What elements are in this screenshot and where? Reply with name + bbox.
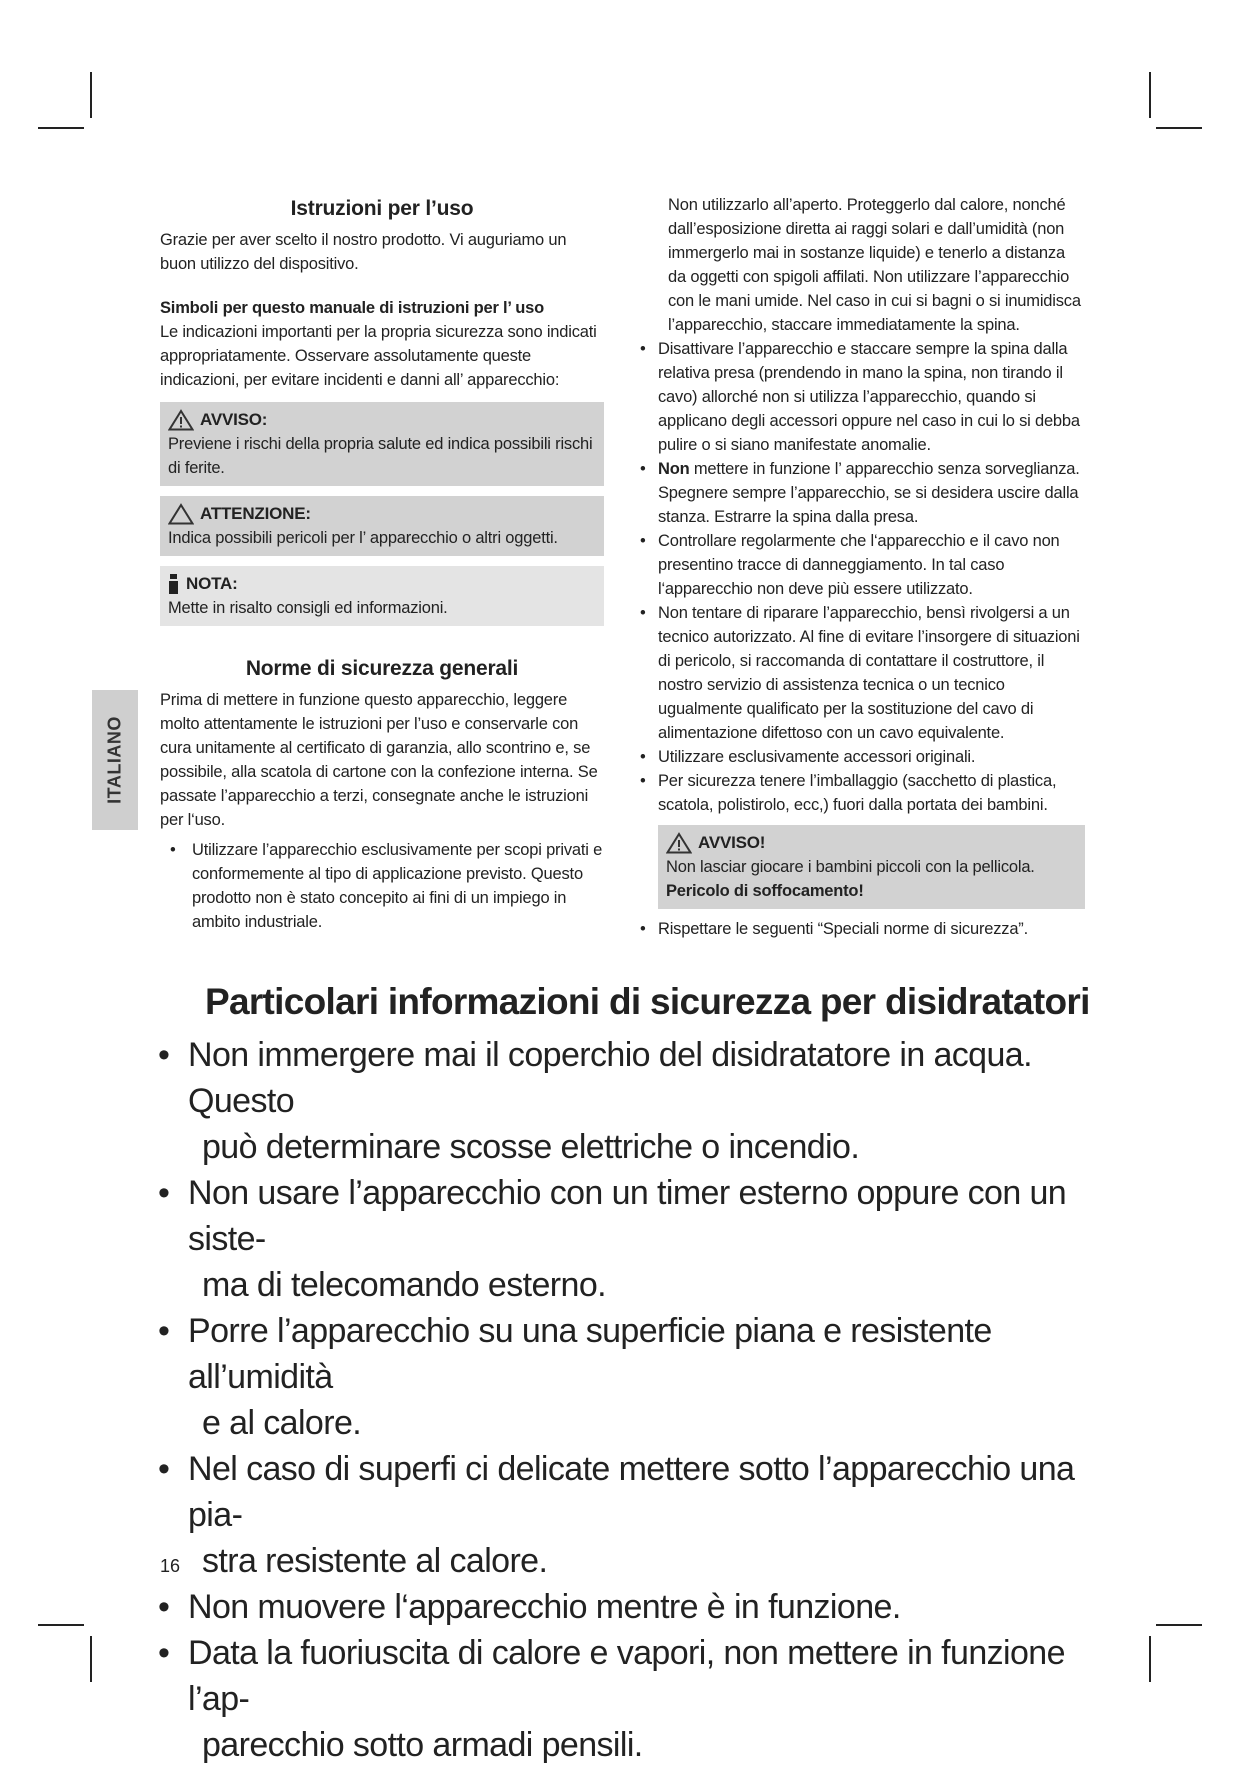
crop-mark <box>90 72 92 118</box>
crop-mark <box>38 1624 84 1626</box>
avviso2-text: Non lasciar giocare i bambini piccoli con la pellicola. <box>666 858 1035 876</box>
special-title: Particolari informazioni di sicurezza per disidratatori <box>205 981 1090 1022</box>
left-column <box>160 196 604 934</box>
special-item-line2: può determinare scosse elettriche o incendio. <box>202 1128 860 1166</box>
language-tab <box>92 690 138 830</box>
avviso-label: AVVISO: <box>200 410 268 429</box>
symbols-text: Le indicazioni importanti per la propria sicurezza sono indicati appropriatamente. Osservare assolutamente queste indicazioni, per evitare incidenti e danni all’ apparecchio: <box>160 323 597 389</box>
crop-mark <box>1156 1624 1202 1626</box>
special-item <box>150 1446 1110 1584</box>
avviso2-bold: Pericolo di soffocamento! <box>666 882 864 900</box>
crop-mark <box>1156 127 1202 129</box>
warning-icon <box>666 832 692 854</box>
nota-label: NOTA: <box>186 574 238 593</box>
crop-mark <box>90 1636 92 1682</box>
crop-mark <box>1149 72 1151 118</box>
crop-mark <box>38 127 84 129</box>
special-item <box>150 1308 1110 1446</box>
special-item <box>150 1170 1110 1308</box>
nota-box <box>160 566 604 626</box>
special-item-line1: Nel caso di superfi ci delicate mettere sotto l’apparecchio una pia- <box>188 1450 1075 1534</box>
safety-title: Norme di sicurezza generali <box>245 657 519 680</box>
list-item: • Per sicurezza tenere l’imballaggio (sacchetto di plastica, scatola, polistirolo, ecc,) fuori dalla portata dei bambini. <box>640 769 1085 817</box>
avviso-text: Previene i rischi della propria salute ed indica possibili rischi di ferite. <box>168 435 593 477</box>
info-icon <box>168 573 180 595</box>
special-item <box>150 1032 1110 1170</box>
intro-text: Grazie per aver scelto il nostro prodotto. Vi auguriamo un buon utilizzo del dispositivo. <box>160 231 567 273</box>
avviso-box-2 <box>658 825 1085 909</box>
avviso-box <box>160 402 604 486</box>
attenzione-box <box>160 496 604 556</box>
list-item <box>640 457 1085 529</box>
list-item: • Utilizzare esclusivamente accessori originali. <box>640 745 1085 769</box>
safety-text: Prima di mettere in funzione questo apparecchio, leggere molto attentamente le istruzioni per l’uso e conservarle con cura unitamente al certificato di garanzia, allo scontrino e, se possibile, alla scatola di cartone con la confezione interna. Se passate l’apparecchio a terzi, consegnate anche le istruzioni per l‘uso. <box>160 691 598 829</box>
caution-icon <box>168 503 194 525</box>
list-item-text: mettere in funzione l’ apparecchio senza sorveglianza. Spegnere sempre l’apparecchio, se si desidera uscire dalla stanza. Estrarre la spina dalla presa. <box>658 460 1080 526</box>
language-label: ITALIANO <box>104 716 125 804</box>
special-item-line2: e al calore. <box>202 1404 362 1442</box>
list-item: • Rispettare le seguenti “Speciali norme di sicurezza”. <box>640 917 1085 941</box>
special-safety-section <box>150 978 1110 1768</box>
special-item-line1: Data la fuoriuscita di calore e vapori, non mettere in funzione l’ap- <box>188 1634 1065 1718</box>
warning-icon <box>168 409 194 431</box>
special-item <box>150 1584 1110 1630</box>
list-item: • Non tentare di riparare l’apparecchio, bensì rivolgersi a un tecnico autorizzato. Al fine di evitare l’insorgere di situazioni di pericolo, si raccomanda di contattare il costruttore, il nostro servizio di assistenza tecnica o un tecnico ugualmente qualificato per la sostituzione del cavo di alimentazione difettoso con un cavo equivalente. <box>640 601 1085 745</box>
right-column <box>640 193 1085 941</box>
bold-word: Non <box>658 460 690 478</box>
page-number: 16 <box>160 1556 181 1576</box>
instructions-title: Istruzioni per l’uso <box>290 197 474 220</box>
special-item <box>150 1630 1110 1768</box>
list-item: • Controllare regolarmente che l‘apparecchio e il cavo non presentino tracce di danneggiamento. In tal caso l‘apparecchio non deve più essere utilizzato. <box>640 529 1085 601</box>
symbols-heading: Simboli per questo manuale di istruzioni per l’ uso <box>160 299 545 317</box>
avviso2-label: AVVISO! <box>698 833 766 852</box>
crop-mark <box>1149 1636 1151 1682</box>
special-item-line1: Non usare l’apparecchio con un timer esterno oppure con un siste- <box>188 1174 1067 1258</box>
special-item-line1: Non muovere l‘apparecchio mentre è in funzione. <box>188 1588 901 1626</box>
special-item-line1: Porre l’apparecchio su una superficie piana e resistente all’umidità <box>188 1312 992 1396</box>
nota-text: Mette in risalto consigli ed informazioni. <box>168 599 448 617</box>
special-item-line1: Non immergere mai il coperchio del disidratatore in acqua. Questo <box>188 1036 1032 1120</box>
special-item-line2: ma di telecomando esterno. <box>202 1266 606 1304</box>
attenzione-text: Indica possibili pericoli per l’ apparecchio o altri oggetti. <box>168 529 558 547</box>
attenzione-label: ATTENZIONE: <box>200 504 311 523</box>
special-item-line2: stra resistente al calore. <box>202 1542 548 1580</box>
list-item-continued: Non utilizzarlo all’aperto. Proteggerlo dal calore, nonché dall’esposizione diretta ai raggi solari e dall’umidità (non immergerlo mai in sostanze liquide) e tenerlo a distanza da oggetti con spigoli affilati. Non utilizzare l’apparecchio con le mani umide. Nel caso in cui si bagni o si inumidisca l’apparecchio, staccare immediatamente la spina. <box>668 196 1081 334</box>
special-item-line2: parecchio sotto armadi pensili. <box>202 1726 643 1764</box>
list-item: • Disattivare l’apparecchio e staccare sempre la spina dalla relativa presa (prendendo in mano la spina, non tirando il cavo) allorché non si utilizza l’apparecchio, quando si applicano degli accessori oppure nel caso in cui lo si debba pulire o si siano manifestate anomalie. <box>640 337 1085 457</box>
list-item: • Utilizzare l’apparecchio esclusivamente per scopi privati e conformemente al tipo di applicazione previsto. Questo prodotto non è stato concepito ai fini di un impiego in ambito industriale. <box>160 838 604 934</box>
